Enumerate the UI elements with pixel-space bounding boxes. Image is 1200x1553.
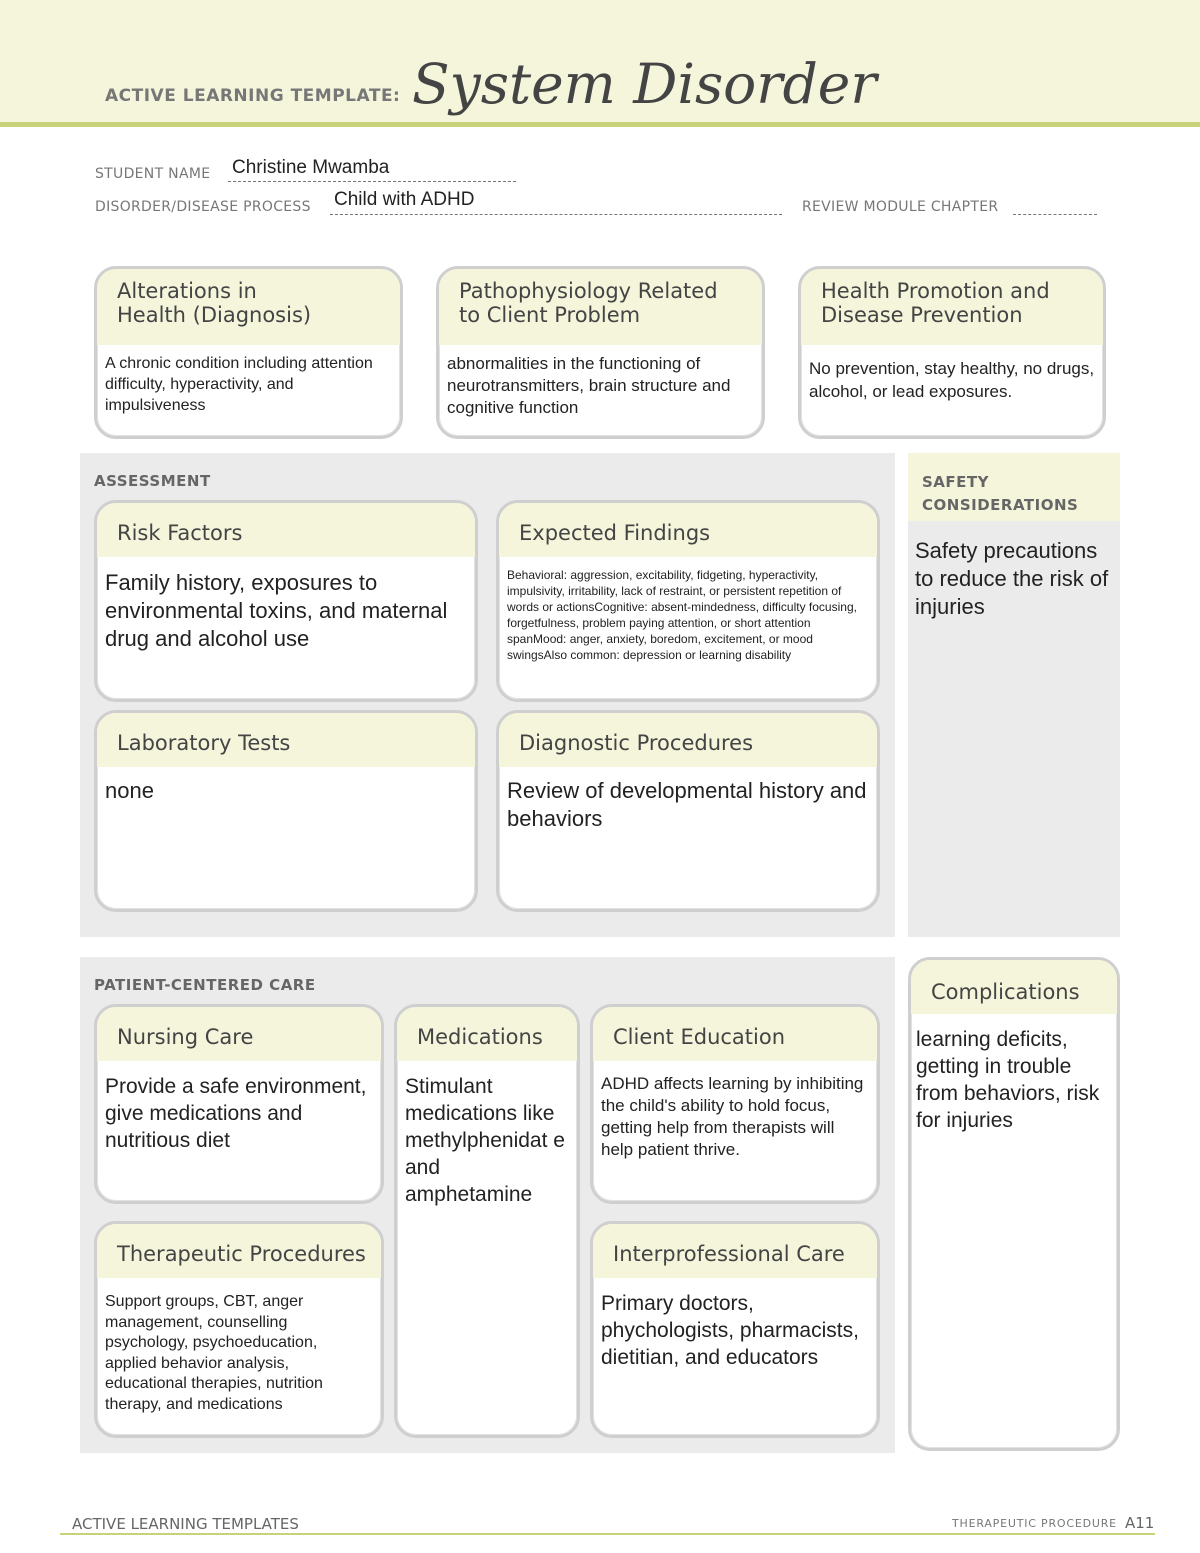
client-education-title: Client Education [593,1007,877,1061]
assessment-label: ASSESSMENT [94,472,211,490]
student-name-label: STUDENT NAME [95,166,211,182]
template-label: ACTIVE LEARNING TEMPLATE: [105,86,401,106]
health-promotion-box [798,266,1106,439]
complications-title: Complications [911,960,1117,1014]
therapeutic-procedures-box [94,1221,384,1438]
alterations-text[interactable]: A chronic condition including attention difficulty, hyperactivity, and impulsiveness [105,355,373,414]
health-promotion-title-line2: Disease Prevention [821,303,1023,327]
nursing-care-box [94,1004,384,1204]
alterations-title-line1: Alterations in [117,279,257,303]
expected-findings-box [496,500,880,702]
risk-factors-text[interactable]: Family history, exposures to environmental toxins, and maternal drug and alcohol use [105,570,448,651]
client-education-box [590,1004,880,1204]
safety-panel [908,453,1120,937]
page-title: System Disorder [412,52,877,116]
patient-care-label: PATIENT-CENTERED CARE [94,976,316,994]
footer-left: ACTIVE LEARNING TEMPLATES [72,1515,299,1533]
student-name-value: Christine Mwamba [232,157,390,178]
pathophysiology-title [439,269,762,345]
client-education-text[interactable]: ADHD affects learning by inhibiting the child's ability to hold focus, getting help from therapists will help patient thrive. [601,1074,864,1159]
interprofessional-care-text[interactable]: Primary doctors, phychologists, pharmacists, dietitian, and educators [601,1292,859,1369]
laboratory-tests-text[interactable]: none [105,778,154,803]
pathophysiology-box [436,266,765,439]
laboratory-tests-title: Laboratory Tests [97,713,475,767]
page-number: A11 [1125,1514,1155,1532]
therapeutic-procedures-title: Therapeutic Procedures [97,1224,381,1278]
complications-text[interactable]: learning deficits, getting in trouble from behaviors, risk for injuries [916,1028,1100,1132]
alterations-box [94,266,403,439]
safety-label-line1: SAFETY [922,473,989,491]
footer-rule [60,1533,1155,1535]
alterations-title-line2: Health (Diagnosis) [117,303,312,327]
safety-text[interactable]: Safety precautions to reduce the risk of injuries [915,538,1109,619]
interprofessional-care-title: Interprofessional Care [593,1224,877,1278]
review-module-field[interactable] [1013,196,1097,215]
therapeutic-procedures-text[interactable]: Support groups, CBT, anger management, counselling psychology, psychoeducation, applied behavior analysis, educational therapies, nutrition therapy, and medications [105,1293,323,1413]
diagnostic-procedures-title: Diagnostic Procedures [499,713,877,767]
risk-factors-title: Risk Factors [97,503,475,557]
nursing-care-title: Nursing Care [97,1007,381,1061]
laboratory-tests-box [94,710,478,912]
disorder-label: DISORDER/DISEASE PROCESS [95,199,311,215]
expected-findings-text[interactable]: Behavioral: aggression, excitability, fidgeting, hyperactivity, impulsivity, irritability, lack of restraint, or persistent repetition of words or actionsCognitive: absent-mindedness, difficulty focusing, forgetfulness, problem paying attention, or short attention spanMood: anger, anxiety, boredom, excitement, or mood swingsAlso common: depression or learning disability [507,568,857,662]
health-promotion-title [801,269,1103,345]
pathophysiology-text[interactable]: abnormalities in the functioning of neurotransmitters, brain structure and cognitive function [447,354,731,417]
medications-title: Medications [397,1007,577,1061]
header-rule [0,122,1200,127]
medications-box [394,1004,580,1438]
student-name-field[interactable] [228,157,516,182]
disorder-field[interactable] [330,189,782,215]
risk-factors-box [94,500,478,702]
pathophysiology-title-line1: Pathophysiology Related [459,279,718,303]
pathophysiology-title-line2: to Client Problem [459,303,641,327]
safety-header [908,453,1120,521]
diagnostic-procedures-box [496,710,880,912]
interprofessional-care-box [590,1221,880,1438]
medications-text[interactable]: Stimulant medications like methylphenidat e and amphetamine [405,1075,565,1206]
review-module-label: REVIEW MODULE CHAPTER [802,199,999,215]
health-promotion-text[interactable]: No prevention, stay healthy, no drugs, alcohol, or lead exposures. [809,359,1095,401]
health-promotion-title-line1: Health Promotion and [821,279,1050,303]
expected-findings-title: Expected Findings [499,503,877,557]
alterations-title [97,269,400,345]
diagnostic-procedures-text[interactable]: Review of developmental history and behaviors [507,778,867,831]
disorder-value: Child with ADHD [334,189,475,210]
footer-right: THERAPEUTIC PROCEDURE [952,1517,1117,1530]
complications-box [908,957,1120,1451]
safety-label-line2: CONSIDERATIONS [922,496,1079,514]
nursing-care-text[interactable]: Provide a safe environment, give medications and nutritious diet [105,1075,367,1152]
